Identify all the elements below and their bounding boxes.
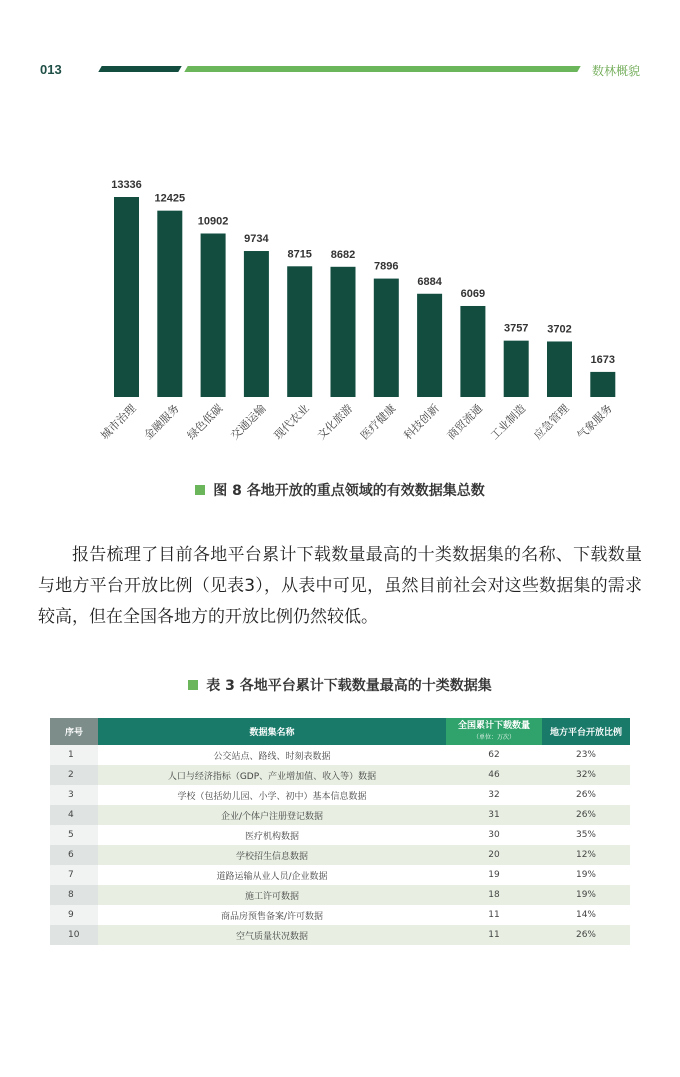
table-row [50,865,630,885]
header-rule-dark [98,66,181,72]
cell-seq: 4 [50,805,98,825]
table-row [50,805,630,825]
cell-ratio: 23% [542,745,630,765]
tick-label: 医疗健康 [358,401,399,443]
cell-name: 医疗机构数据 [98,825,446,845]
cell-ratio: 19% [542,865,630,885]
cell-name: 企业/个体户注册登记数据 [98,805,446,825]
data-label: 3702 [547,323,572,336]
bar-3 [244,251,269,397]
cell-name: 人口与经济指标（GDP、产业增加值、收入等）数据 [98,765,446,785]
bar-7 [417,294,442,397]
data-label: 13336 [111,179,142,191]
header-name: 数据集名称 [98,718,446,745]
cell-seq: 1 [50,745,98,765]
page-number: 013 [40,62,62,77]
table-row [50,765,630,785]
cell-name: 道路运输从业人员/企业数据 [98,865,446,885]
tick-label: 现代农业 [271,401,312,443]
cell-seq: 10 [50,925,98,945]
data-label: 1673 [590,353,616,366]
cell-seq: 2 [50,765,98,785]
cell-downloads: 32 [446,785,542,805]
header-downloads-text: 全国累计下载数量 [457,720,530,731]
data-label: 6069 [460,287,486,300]
data-label: 10902 [197,215,229,228]
cell-ratio: 19% [542,885,630,905]
tick-label: 气象服务 [574,401,615,443]
tick-label: 工业制造 [488,401,529,443]
dataset-table [50,718,630,945]
cell-ratio: 26% [542,785,630,805]
table-row [50,905,630,925]
bar-4 [287,266,312,397]
cell-downloads: 46 [446,765,542,785]
data-label: 9734 [244,233,269,246]
tick-label: 应急管理 [531,401,572,443]
cell-name: 商品房预售备案/许可数据 [98,905,446,925]
brand-title: 数林概貌 [591,64,640,78]
cell-ratio: 26% [542,805,630,825]
data-label: 6884 [417,275,442,288]
cell-name: 学校招生信息数据 [98,845,446,865]
bar-6 [374,279,399,397]
cell-name: 公交站点、路线、时刻表数据 [98,745,446,765]
data-label: 8715 [287,248,312,261]
bar-11 [590,372,615,397]
figure-caption [0,480,680,500]
caption-square-icon [188,680,198,690]
cell-ratio: 32% [542,765,630,785]
tick-label: 交通运输 [228,401,269,443]
bar-0 [114,197,139,397]
header-downloads [446,718,542,745]
caption-square-icon [195,485,205,495]
cell-downloads: 20 [446,845,542,865]
data-label: 3757 [503,322,529,335]
tick-label: 绿色低碳 [184,401,226,443]
data-label: 12425 [154,192,186,205]
body-paragraph: 报告梳理了目前各地平台累计下载数量最高的十类数据集的名称、下载数量与地方平台开放比例（见表3），从表中可见，虽然目前社会对这些数据集的需求较高，但在全国各地方的开放比例仍然较低。 [38,545,642,627]
cell-ratio: 26% [542,925,630,945]
cell-ratio: 35% [542,825,630,845]
table-row [50,745,630,765]
bar-5 [331,267,356,397]
data-label: 8682 [330,248,356,261]
page-header [0,0,680,90]
header-rule-green [184,66,580,72]
figure-caption-text: 图 8 各地开放的重点领域的有效数据集总数 [213,483,485,499]
bar-chart [70,165,630,470]
bar-9 [504,341,529,397]
cell-name: 学校（包括幼儿园、小学、初中）基本信息数据 [98,785,446,805]
cell-downloads: 11 [446,925,542,945]
table-row [50,925,630,945]
tick-label: 科技创新 [401,401,442,443]
cell-seq: 7 [50,865,98,885]
bar-1 [157,211,182,397]
cell-seq: 8 [50,885,98,905]
tick-label: 金融服务 [141,401,182,443]
header-seq: 序号 [50,718,98,745]
table-row [50,785,630,805]
bar-8 [460,306,485,397]
cell-downloads: 19 [446,865,542,885]
cell-name: 空气质量状况数据 [98,925,446,945]
cell-seq: 9 [50,905,98,925]
cell-seq: 6 [50,845,98,865]
data-label: 7896 [374,260,399,273]
table-row [50,845,630,865]
table-header-row [50,718,630,745]
cell-seq: 5 [50,825,98,845]
table-row [50,885,630,905]
cell-downloads: 31 [446,805,542,825]
header-ratio: 地方平台开放比例 [542,718,630,745]
header-downloads-unit: （单位：万次） [472,733,515,741]
cell-downloads: 11 [446,905,542,925]
table-caption-text: 表 3 各地平台累计下载数量最高的十类数据集 [206,678,492,694]
cell-downloads: 30 [446,825,542,845]
bar-2 [201,234,226,397]
bar-10 [547,341,572,397]
table-row [50,825,630,845]
cell-name: 施工许可数据 [98,885,446,905]
cell-downloads: 62 [446,745,542,765]
cell-downloads: 18 [446,885,542,905]
cell-ratio: 14% [542,905,630,925]
cell-ratio: 12% [542,845,630,865]
cell-seq: 3 [50,785,98,805]
tick-label: 文化旅游 [314,401,356,443]
tick-label: 商贸流通 [444,401,486,443]
table-caption [0,675,680,695]
tick-label: 城市治理 [98,401,139,443]
